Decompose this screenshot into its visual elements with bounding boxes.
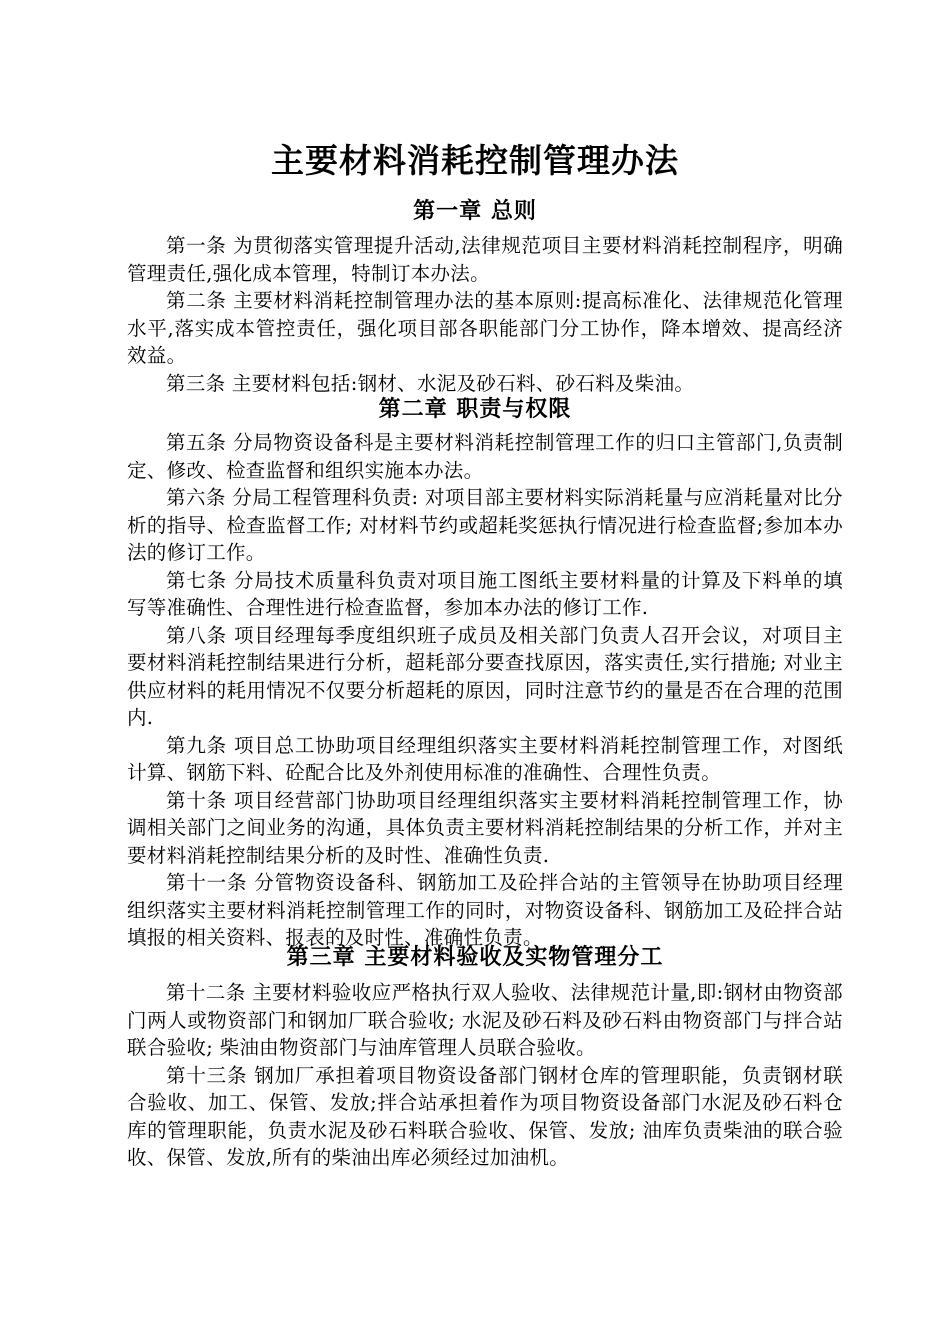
article-paragraph: 第十三条 钢加厂承担着项目物资设备部门钢材仓库的管理职能，负责钢材联合验收、加工、保管、发放;拌合站承担着作为项目物资设备部门水泥及砂石料仓库的管理职能，负责水泥及砂石料联合验收、保管、发放; 油库负责柴油的联合验收、保管、发放,所有的柴油出库必须经过加油机。 [127, 1063, 843, 1169]
article-paragraph: 第十二条 主要材料验收应严格执行双人验收、法律规范计量,即:钢材由物资部门两人或物资部门和钢加厂联合验收; 水泥及砂石料及砂石料由物资部门与拌合站联合验收; 柴油由物资部门与油库管理人员联合验收。 [127, 981, 843, 1059]
article-paragraph: 第十条 项目经营部门协助项目经理组织落实主要材料消耗控制管理工作，协调相关部门之间业务的沟通，具体负责主要材料消耗控制结果的分析工作，并对主要材料消耗控制结果分析的及时性、准确性负责. [127, 788, 843, 867]
article-paragraph: 第五条 分局物资设备科是主要材料消耗控制管理工作的归口主管部门,负责制定、修改、检查监督和组织实施本办法。 [127, 431, 843, 482]
document-title: 主要材料消耗控制管理办法 [271, 141, 679, 180]
chapter-heading-responsibilities: 第二章 职责与权限 [378, 397, 572, 422]
article-paragraph: 第二条 主要材料消耗控制管理办法的基本原则:提高标准化、法律规范化管理水平,落实成本管控责任，强化项目部各职能部门分工协作，降本增效、提高经济效益。 [127, 289, 843, 367]
chapter-body-acceptance [127, 979, 843, 1172]
article-paragraph: 第十一条 分管物资设备科、钢筋加工及砼拌合站的主管领导在协助项目经理组织落实主要材料消耗控制管理工作的同时，对物资设备科、钢筋加工及砼拌合站填报的相关资料、报表的及时性、准确性负责。 [127, 871, 843, 949]
chapter-heading-general: 第一章 总则 [413, 199, 537, 224]
chapter-heading-acceptance: 第三章 主要材料验收及实物管理分工 [286, 945, 664, 970]
article-paragraph: 第三条 主要材料包括:钢材、水泥及砂石料、砂石料及柴油。 [166, 371, 695, 395]
chapter-body-responsibilities [127, 429, 843, 952]
article-paragraph: 第一条 为贯彻落实管理提升活动,法律规范项目主要材料消耗控制程序，明确管理责任,强化成本管理，特制订本办法。 [127, 234, 843, 285]
article-paragraph: 第八条 项目经理每季度组织班子成员及相关部门负责人召开会议，对项目主要材料消耗控制结果进行分析，超耗部分要查找原因，落实责任,实行措施; 对业主供应材料的耗用情况不仅要分析超耗的原因，同时注意节约的量是否在合理的范围内. [127, 623, 843, 729]
article-paragraph: 第九条 项目总工协助项目经理组织落实主要材料消耗控制管理工作，对图纸计算、钢筋下料、砼配合比及外剂使用标准的准确性、合理性负责。 [127, 733, 843, 784]
chapter-body-general [127, 232, 843, 397]
article-paragraph: 第六条 分局工程管理科负责: 对项目部主要材料实际消耗量与应消耗量对比分析的指导、检查监督工作; 对材料节约或超耗奖惩执行情况进行检查监督;参加本办法的修订工作。 [127, 486, 843, 564]
article-paragraph: 第七条 分局技术质量科负责对项目施工图纸主要材料量的计算及下料单的填写等准确性、合理性进行检查监督，参加本办法的修订工作. [127, 568, 843, 619]
